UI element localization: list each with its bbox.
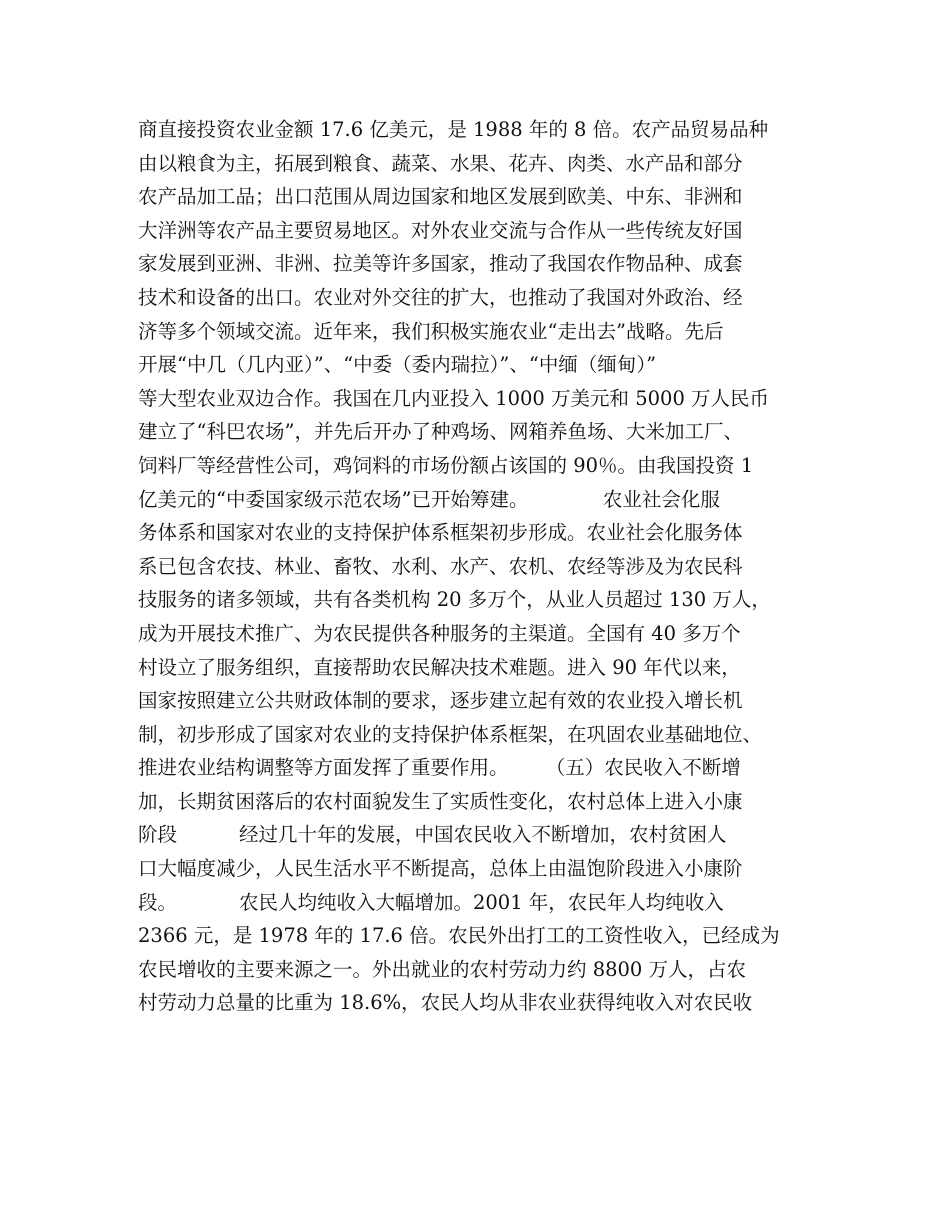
text-line-1: 商直接投资农业金额 17.6 亿美元，是 1988 年的 8 倍。农产品贸易品种 [138, 118, 769, 141]
text-line-10: 建立了“科巴农场”，并先后开办了种鸡场、网箱养鱼场、大米加工厂、 [138, 420, 743, 444]
text-line-6: 技术和设备的出口。农业对外交往的扩大，也推动了我国对外政治、经 [138, 285, 743, 309]
body-text [138, 113, 828, 1020]
text-line-24: 段。 农民人均纯收入大幅增加。2001 年，农民年人均纯收入 [138, 890, 724, 914]
text-line-19: 制，初步形成了国家对农业的支持保护体系框架，在巩固农业基础地位、 [138, 722, 763, 746]
text-line-7: 济等多个领域交流。近年来，我们积极实施农业“走出去”战略。先后 [138, 319, 724, 343]
text-line-20: 推进农业结构调整等方面发挥了重要作用。 （五）农民收入不断增 [138, 756, 741, 780]
text-line-5: 家发展到亚洲、非洲、拉美等许多国家，推动了我国农作物品种、成套 [138, 252, 743, 276]
text-line-23: 口大幅度减少，人民生活水平不断提高，总体上由温饱阶段进入小康阶 [138, 857, 743, 881]
text-line-9: 等大型农业双边合作。我国在几内亚投入 1000 万美元和 5000 万人民币 [138, 386, 770, 410]
text-line-27: 村劳动力总量的比重为 18.6%，农民人均从非农业获得纯收入对农民收 [138, 991, 753, 1015]
text-line-25: 2366 元，是 1978 年的 17.6 倍。农民外出打工的工资性收入，已经成为 [138, 924, 780, 948]
text-line-11: 饲料厂等经营性公司，鸡饲料的市场份额占该国的 90％。由我国投资 1 [138, 453, 754, 477]
text-line-15: 技服务的诸多领域，共有各类机构 20 多万个，从业人员超过 130 万人， [138, 588, 771, 612]
text-line-2: 由以粮食为主，拓展到粮食、蔬菜、水果、花卉、肉类、水产品和部分 [138, 151, 743, 175]
text-line-14: 系已包含农技、林业、畜牧、水利、水产、农机、农经等涉及为农民科 [138, 554, 743, 578]
text-line-18: 国家按照建立公共财政体制的要求，逐步建立起有效的农业投入增长机 [138, 689, 743, 713]
text-line-17: 村设立了服务组织，直接帮助农民解决技术难题。进入 90 年代以来， [138, 655, 741, 679]
text-line-26: 农民增收的主要来源之一。外出就业的农村劳动力约 8800 万人，占农 [138, 957, 747, 981]
text-line-4: 大洋洲等农产品主要贸易地区。对外农业交流与合作从一些传统友好国 [138, 218, 743, 242]
text-line-12: 亿美元的“中委国家级示范农场”已开始筹建。 农业社会化服 [138, 487, 720, 511]
text-line-22: 阶段 经过几十年的发展，中国农民收入不断增加，农村贫困人 [138, 823, 727, 847]
text-line-3: 农产品加工品；出口范围从周边国家和地区发展到欧美、中东、非洲和 [138, 185, 743, 209]
text-line-13: 务体系和国家对农业的支持保护体系框架初步形成。农业社会化服务体 [138, 521, 743, 545]
text-line-8: 开展“中几（几内亚）”、“中委（委内瑞拉）”、“中缅（缅甸）” [138, 353, 657, 377]
text-line-21: 加，长期贫困落后的农村面貌发生了实质性变化，农村总体上进入小康 [138, 789, 743, 813]
text-line-16: 成为开展技术推广、为农民提供各种服务的主渠道。全国有 40 多万个 [138, 621, 741, 645]
